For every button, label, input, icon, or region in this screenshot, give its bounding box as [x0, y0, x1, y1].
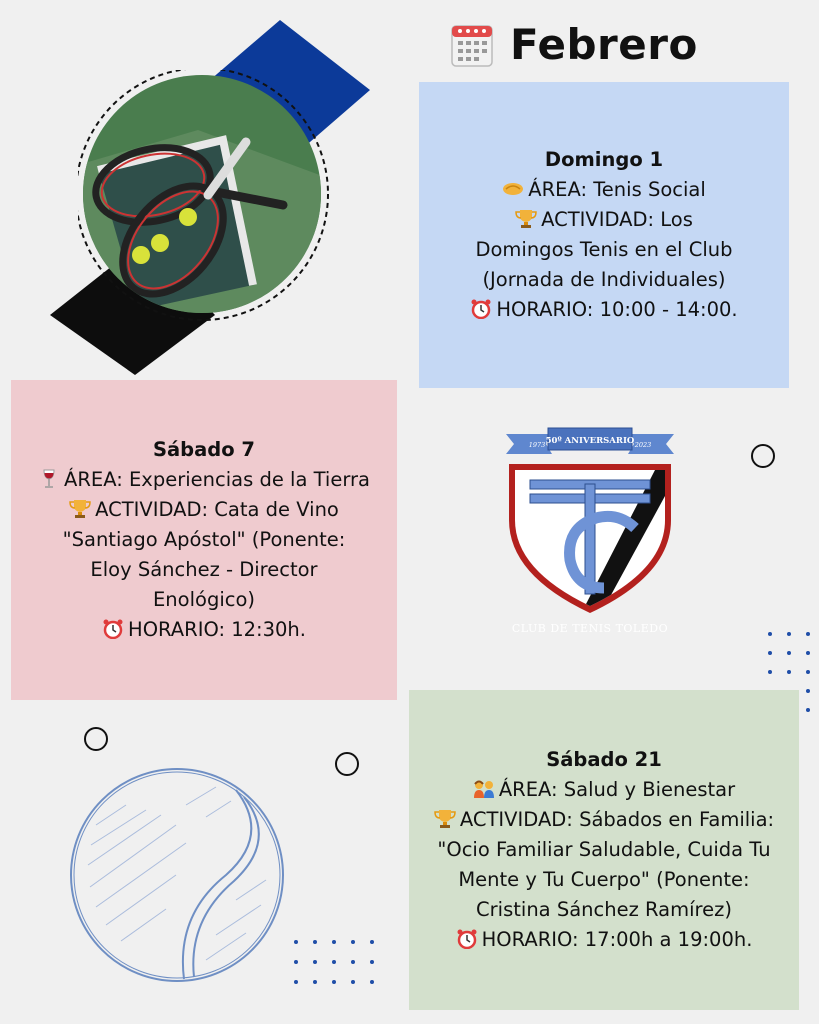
- event-schedule-label: HORARIO: 17:00h a 19:00h.: [481, 928, 753, 951]
- event-schedule-label: HORARIO: 12:30h.: [128, 618, 306, 641]
- event-day: Sábado 7: [152, 438, 256, 461]
- event-card-1: [419, 82, 789, 388]
- event-activity-line: "Ocio Familiar Saludable, Cuida Tu: [437, 838, 771, 861]
- page-header: [450, 14, 790, 74]
- event-activity-line: Mente y Tu Cuerpo" (Ponente:: [458, 868, 750, 891]
- decorative-dot-grid: [766, 630, 814, 720]
- event-schedule: [102, 615, 306, 645]
- event-activity-line: Eloy Sánchez - Director: [90, 558, 318, 581]
- decorative-circle: [749, 442, 777, 470]
- handshake-icon: [502, 179, 524, 199]
- tennis-ball-sketch: [66, 765, 288, 985]
- wine-glass-icon: [38, 469, 60, 489]
- event-day: Domingo 1: [544, 148, 664, 171]
- event-day: Sábado 21: [546, 748, 662, 771]
- tennis-racquets-photo: [78, 70, 333, 325]
- calendar-icon: [450, 20, 494, 68]
- event-activity-line: Cristina Sánchez Ramírez): [476, 898, 732, 921]
- trophy-icon: [434, 809, 456, 829]
- event-area-label: ÁREA: Tenis Social: [528, 178, 706, 201]
- event-card-2: [11, 380, 397, 700]
- page-title: Febrero: [510, 19, 698, 69]
- event-activity-line: (Jornada de Individuales): [482, 268, 726, 291]
- event-activity-line: ACTIVIDAD: Sábados en Familia:: [459, 808, 775, 831]
- decorative-circle: [333, 750, 361, 778]
- event-activity-line: "Santiago Apóstol" (Ponente:: [62, 528, 346, 551]
- event-activity-line: ACTIVIDAD: Los: [541, 208, 693, 231]
- event-activity: [515, 205, 693, 235]
- logo-year-start: 1973: [528, 441, 546, 449]
- alarm-clock-icon: [102, 619, 124, 639]
- family-icon: [473, 779, 495, 799]
- event-schedule: [470, 295, 737, 325]
- trophy-icon: [69, 499, 91, 519]
- event-area: [473, 775, 735, 805]
- event-activity-line: ACTIVIDAD: Cata de Vino: [95, 498, 339, 521]
- club-logo: [500, 420, 680, 620]
- event-area: [502, 175, 706, 205]
- logo-year-end: 2023: [634, 441, 652, 449]
- club-name: CLUB DE TENIS TOLEDO: [511, 622, 669, 635]
- event-activity-line: Enológico): [152, 588, 255, 611]
- alarm-clock-icon: [470, 299, 492, 319]
- event-area-label: ÁREA: Salud y Bienestar: [498, 778, 736, 801]
- event-area-label: ÁREA: Experiencias de la Tierra: [64, 468, 370, 491]
- event-activity: [69, 495, 339, 525]
- event-schedule-label: HORARIO: 10:00 - 14:00.: [496, 298, 738, 321]
- event-activity-line: Domingos Tenis en el Club: [475, 238, 733, 261]
- trophy-icon: [515, 209, 537, 229]
- event-schedule: [456, 925, 753, 955]
- event-card-3: [409, 690, 799, 1010]
- decorative-dot-grid: [292, 938, 382, 990]
- event-area: [38, 465, 370, 495]
- event-activity: [434, 805, 774, 835]
- logo-banner-text: 50º ANIVERSARIO: [545, 436, 635, 446]
- alarm-clock-icon: [456, 929, 478, 949]
- decorative-circle: [82, 725, 110, 753]
